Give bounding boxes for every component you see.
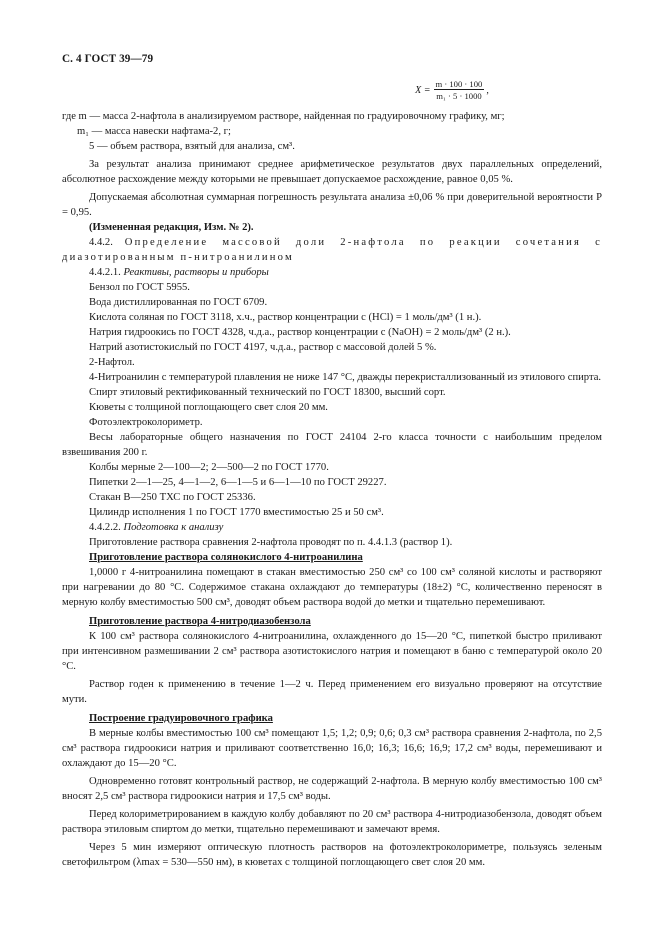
reagent-item: Стакан В—250 ТХС по ГОСТ 25336.	[89, 492, 256, 503]
formula-denominator: m₁ · 5 · 1000	[436, 91, 482, 101]
formula	[62, 79, 602, 101]
reagent-item: Колбы мерные 2—100—2; 2—500—2 по ГОСТ 1770.	[89, 462, 329, 473]
paragraph-error: Допускаемая абсолютная суммарная погрешность результата анализа ±0,06 % при доверительной вероятности P = 0,95.	[62, 192, 602, 218]
edition-note: (Измененная редакция, Изм. № 2).	[89, 222, 254, 233]
page-header: С. 4 ГОСТ 39—79	[62, 53, 154, 65]
reagent-item: Спирт этиловый ректификованный технический по ГОСТ 18300, высший сорт.	[89, 387, 446, 398]
section-number: 4.4.2.	[89, 237, 113, 248]
reagent-item: Натрий азотистокислый по ГОСТ 4197, ч.д.а., раствор с массовой долей 5 %.	[89, 342, 437, 353]
paragraph-result: За результат анализа принимают среднее арифметическое результатов двух параллельных определений, абсолютное расхождение между которыми не превышает допускаемое расхождение, равное 0,05 %.	[62, 159, 602, 185]
formula-lhs: X =	[415, 84, 431, 96]
subsection-text: Перед колориметрированием в каждую колбу добавляют по 20 см³ раствора 4-нитродиазобензола, доводят объем раствора этиловым спиртом до метки, тщательно перемешивают и замечают время.	[62, 809, 602, 835]
section-number: 4.4.2.1.	[89, 267, 121, 278]
reagent-item: Вода дистиллированная по ГОСТ 6709.	[89, 297, 268, 308]
document-page	[62, 52, 602, 870]
subsection-text: Через 5 мин измеряют оптическую плотность растворов на фотоэлектроколориметре, пользуясь зеленым светофильтром (λmax = 530—550 нм), в кюветах с толщиной поглощающего свет слоя 20 мм.	[62, 842, 602, 868]
section-4-4-2	[62, 235, 602, 265]
subsection-title: Приготовление раствора 4-нитродиазобензола	[89, 616, 311, 627]
where-line-2: m₁ — масса навески нафтама-2, г;	[77, 126, 231, 137]
section-title: Реактивы, растворы и приборы	[123, 267, 269, 278]
subsection-title: Построение градуировочного графика	[89, 713, 273, 724]
reagent-item: Кюветы с толщиной поглощающего свет слоя 20 мм.	[89, 402, 328, 413]
reagents-list	[62, 280, 602, 520]
section-title: Подготовка к анализу	[123, 522, 224, 533]
subsection-text: В мерные колбы вместимостью 100 см³ помещают 1,5; 1,2; 0,9; 0,6; 0,3 см³ раствора сравнения 2-нафтола, по 2,5 см³ раствора гидроокиси натрия и приливают соответственно 16,0; 16,3; 16,6; 16,9; 17,2 см³ воды, перемешивают и охлаждают до 15—20 °С.	[62, 728, 602, 769]
reagent-item: 4-Нитроанилин с температурой плавления не ниже 147 °С, дважды перекристаллизованный из этилового спирта.	[89, 372, 602, 383]
where-line-1: где m — масса 2-нафтола в анализируемом растворе, найденная по градуировочному графику, мг;	[62, 111, 505, 122]
section-number: 4.4.2.2.	[89, 522, 121, 533]
reagent-item: Пипетки 2—1—25, 4—1—2, 6—1—5 и 6—1—10 по ГОСТ 29227.	[89, 477, 387, 488]
reagent-item: Фотоэлектроколориметр.	[89, 417, 203, 428]
reagent-item: Цилиндр исполнения 1 по ГОСТ 1770 вместимостью 25 и 50 см³.	[89, 507, 384, 518]
reagent-item: Кислота соляная по ГОСТ 3118, х.ч., раствор концентрации c (HCl) = 1 моль/дм³ (1 н.).	[89, 312, 482, 323]
reagent-item: Весы лабораторные общего назначения по ГОСТ 24104 2-го класса точности с наибольшим пределом взвешивания 200 г.	[62, 432, 602, 458]
section-4-4-2-1	[62, 265, 602, 280]
formula-numerator: m · 100 · 100	[435, 79, 483, 89]
where-line-3: 5 — объем раствора, взятый для анализа, см³.	[89, 141, 295, 152]
section-title: Определение массовой доли 2-нафтола по реакции сочетания с диазотированным п-нитроанилином	[62, 237, 602, 263]
reagent-item: 2-Нафтол.	[89, 357, 135, 368]
reagent-item: Бензол по ГОСТ 5955.	[89, 282, 190, 293]
reagent-item: Натрия гидроокись по ГОСТ 4328, ч.д.а., раствор концентрации c (NaOH) = 2 моль/дм³ (2 н.).	[89, 327, 511, 338]
subsection-text: К 100 см³ раствора солянокислого 4-нитроанилина, охлажденного до 15—20 °С, пипеткой быстро приливают при интенсивном размешивании 2 см³ раствора азотистокислого натрия и помещают в баню с температурой около 20 °С.	[62, 631, 602, 672]
subsection-text: 1,0000 г 4-нитроанилина помещают в стакан вместимостью 250 см³ со 100 см³ соляной кислоты и растворяют при нагревании до 80 °С. Содержимое стакана охлаждают до температуры (18±2) °С, количественно переносят в мерную колбу вместимостью 500 см³, доводят объем раствора водой до метки и тщательно перемешивают.	[62, 567, 602, 608]
subsection-text: Одновременно готовят контрольный раствор, не содержащий 2-нафтола. В мерную колбу вместимостью 100 см³ вносят 2,5 см³ раствора гидроокиси натрия и 17,5 см³ воды.	[62, 776, 602, 802]
formula-fraction	[434, 79, 485, 101]
prep-intro: Приготовление раствора сравнения 2-нафтола проводят по п. 4.4.1.3 (раствор 1).	[89, 537, 453, 548]
subsection-text: Раствор годен к применению в течение 1—2 ч. Перед применением его визуально проверяют на отсутствие мути.	[62, 679, 602, 705]
subsection-title: Приготовление раствора солянокислого 4-нитроанилина	[89, 552, 363, 563]
formula-tail: ,	[486, 84, 489, 96]
section-4-4-2-2	[62, 520, 602, 535]
